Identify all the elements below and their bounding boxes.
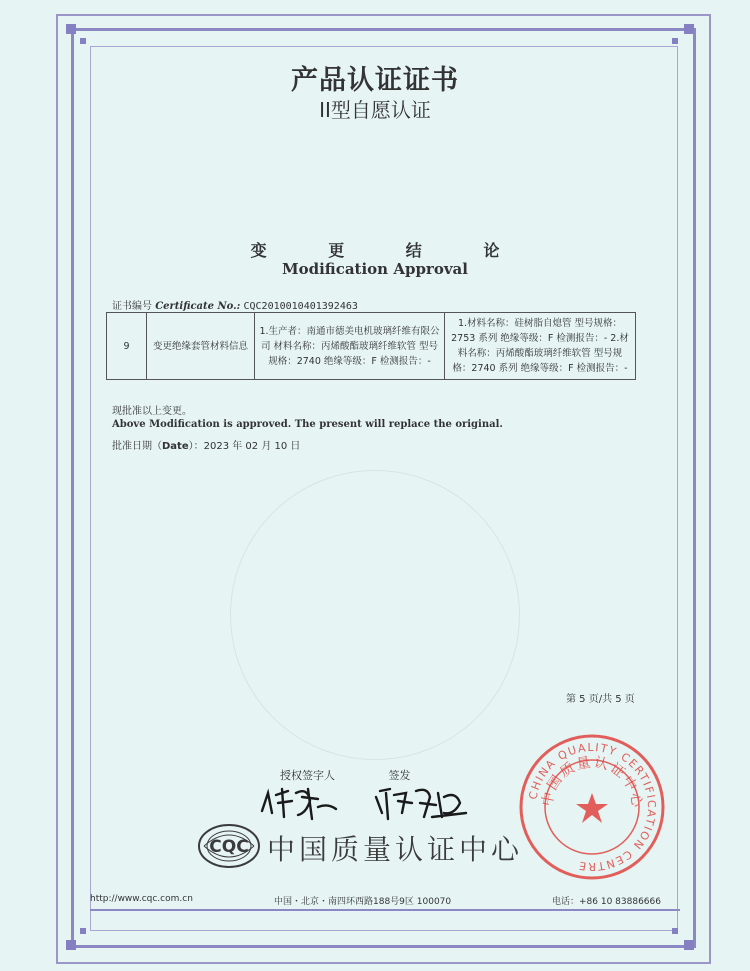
cqc-logo-icon — [196, 822, 262, 870]
section-title-cn: 变 更 结 论 — [250, 241, 528, 260]
issuer-label: 签发 — [388, 769, 411, 782]
corner-ornament — [66, 24, 76, 34]
change-before: 1.生产者：南通市德美电机玻璃纤维有限公司 材料名称：丙烯酸酯玻璃纤维软管 型号规格：2740 绝缘等级：F 检测报告：- — [255, 313, 445, 380]
certificate-number: CQC2010010401392463 — [243, 301, 358, 312]
change-index: 9 — [107, 313, 147, 380]
signature-authorized — [258, 783, 348, 823]
approval-text-cn: 现批准以上变更。 — [112, 406, 192, 417]
certificate-label-en: Certificate No.: — [155, 301, 241, 312]
footer-phone: 电话：+86 10 83886666 — [552, 897, 661, 907]
seal-outer-text: CHINA QUALITY CERTIFICATION CENTRE — [526, 740, 659, 874]
background-watermark — [230, 470, 520, 760]
section-title-en: Modification Approval — [282, 260, 468, 278]
seal-inner-text: 中国质量认证中心 — [539, 754, 645, 811]
footer — [90, 893, 680, 911]
corner-ornament — [672, 928, 678, 934]
authorized-signer-label: 授权签字人 — [280, 769, 335, 782]
certificate-number-line — [112, 297, 358, 312]
seal-star-icon — [576, 793, 608, 823]
signer-labels — [280, 767, 461, 783]
change-after: 1.材料名称：硅树脂自熄管 型号规格：2753 系列 绝缘等级：F 检测报告：- 2.材料名称：丙烯酸酯玻璃纤维软管 型号规格：2740 系列 绝缘等级：F 检测报告：- — [445, 313, 636, 380]
table-row — [107, 313, 636, 380]
date-label-cn: 批准日期 — [112, 441, 152, 452]
page-indicator: 第 5 页/共 5 页 — [566, 694, 635, 705]
official-seal-icon — [518, 733, 666, 881]
footer-website: http://www.cqc.com.cn — [90, 894, 193, 904]
approval-date: 批准日期（Date）：2023 年 02 月 10 日 — [112, 441, 301, 452]
certificate-label-cn: 证书编号 — [112, 301, 152, 312]
corner-ornament — [80, 38, 86, 44]
change-item: 变更绝缘套管材料信息 — [147, 313, 255, 380]
footer-address: 中国・北京・南四环西路188号9区 100070 — [274, 897, 452, 907]
date-value: 2023 年 02 月 10 日 — [203, 441, 301, 452]
corner-ornament — [684, 24, 694, 34]
changes-table — [106, 312, 636, 380]
certificate-subtitle: II型自愿认证 — [319, 98, 431, 122]
corner-ornament — [66, 940, 76, 950]
corner-ornament — [684, 940, 694, 950]
corner-ornament — [672, 38, 678, 44]
date-label-en: Date — [162, 441, 189, 452]
organization-name: 中国质量认证中心 — [267, 833, 524, 866]
approval-text-en: Above Modification is approved. The present will replace the original. — [112, 419, 503, 430]
certificate-title: 产品认证证书 — [291, 65, 459, 96]
corner-ornament — [80, 928, 86, 934]
logo-text: CQC — [209, 837, 249, 857]
signature-issuer — [372, 783, 472, 823]
